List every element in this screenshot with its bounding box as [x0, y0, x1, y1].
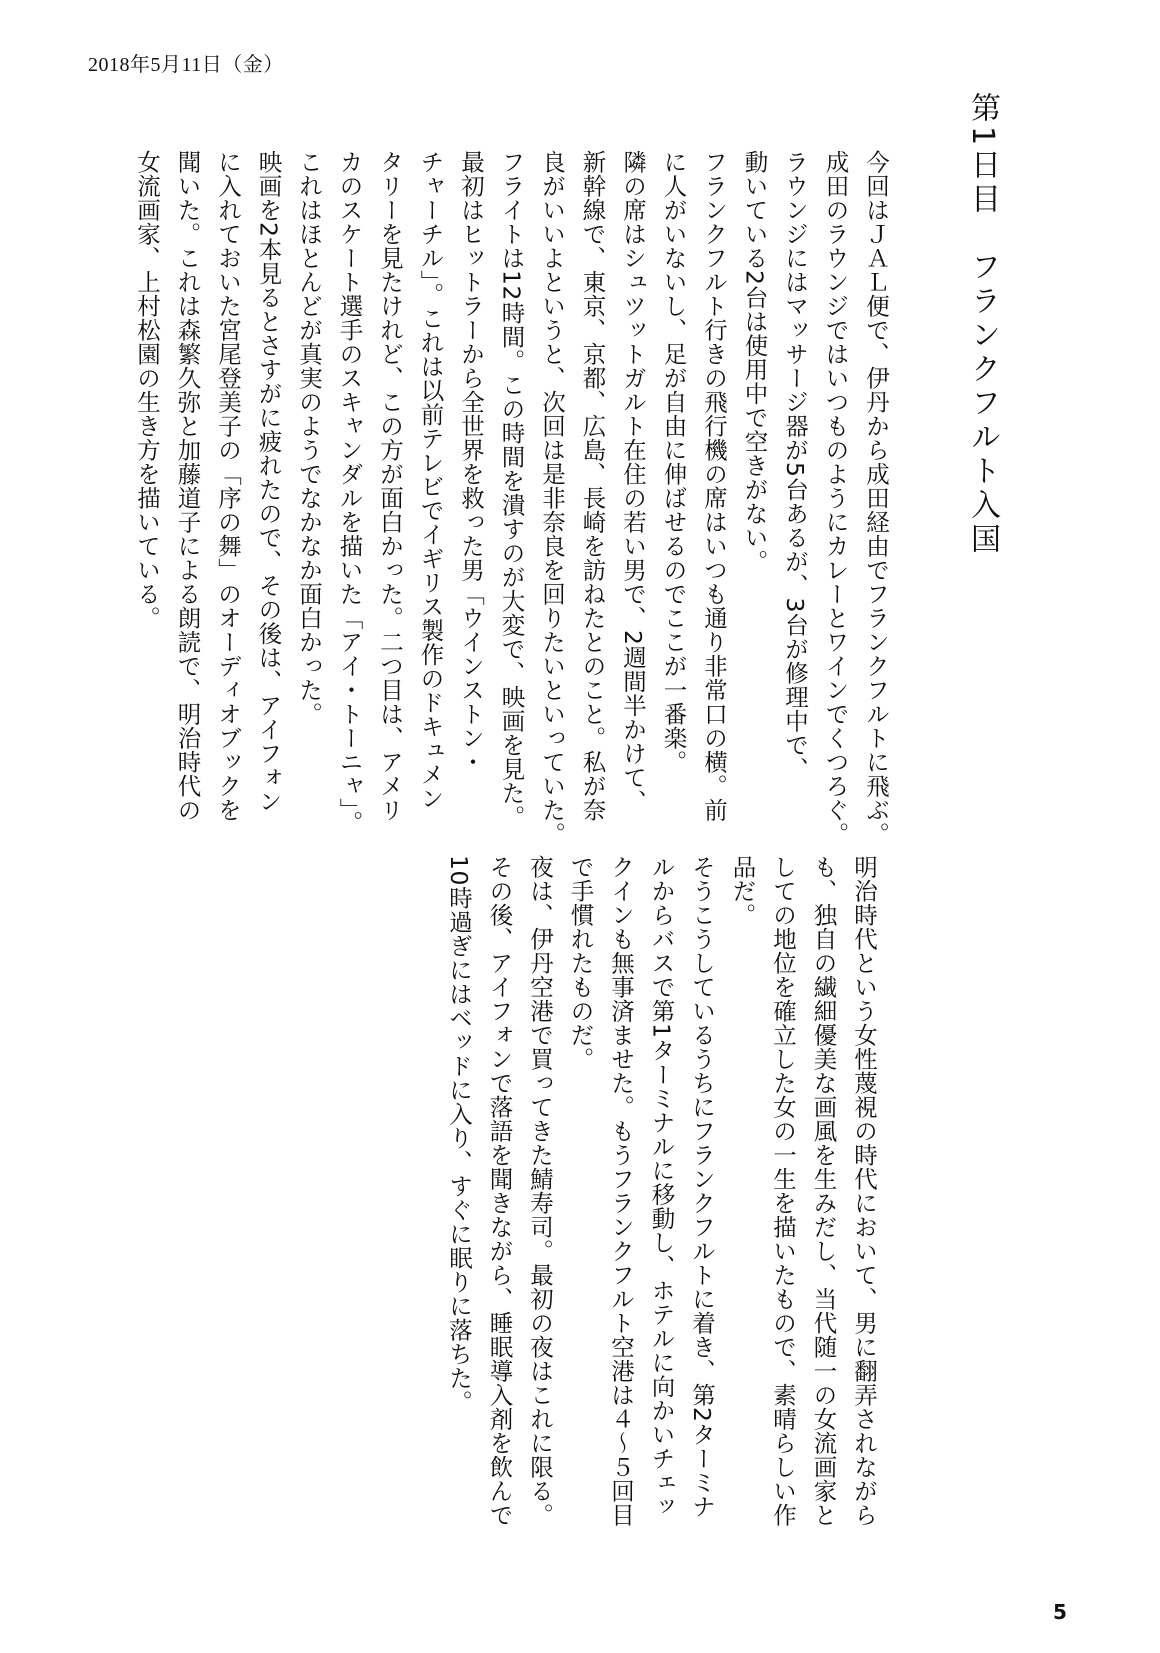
text-line: 女流画家、上村松園の生き方を描いている。: [133, 150, 161, 630]
page-number: 5: [1053, 1600, 1067, 1624]
text-line: 新幹線で、東京、京都、広島、長崎を訪ねたとのこと。私が奈: [578, 150, 607, 822]
text-line: しての地位を確立した女の一生を描いたもので、素晴らしい作: [769, 855, 797, 1527]
text-line: 成田のラウンジではいつものようにカレーとワインでくつろぐ。: [821, 150, 850, 846]
text-line: 10時過ぎにはベッドに入り、すぐに眠りに落ちた。: [445, 855, 473, 1414]
text-line: チャーチル」。これは以前テレビでイギリス製作のドキュメン: [416, 150, 445, 811]
text-line: 明治時代という女性蔑視の時代において、男に翻弄されながら: [850, 855, 878, 1527]
text-line: 聞いた。これは森繁久弥と加藤道子による朗読で、明治時代の: [173, 150, 202, 822]
text-line: その後、アイフォンで落語を聞きながら、睡眠導入剤を飲んで: [485, 855, 514, 1527]
text-line: ラウンジにはマッサージ器が5台あるが、3台が修理中で、: [781, 150, 809, 781]
text-line: も、独自の繊細優美な画風を生みだし、当代随一の女流画家と: [809, 855, 838, 1527]
text-line: に入れておいた宮尾登美子の「序の舞」のオーディオブックを: [214, 150, 242, 822]
text-line: これはほとんどが真実のようでなかなか面白かった。: [295, 150, 323, 726]
text-line: フライトは12時間。この時間を潰すのが大変で、映画を見た。: [497, 150, 526, 829]
text-line: で手慣れたものだ。: [566, 855, 595, 1071]
text-line: クインも無事済ませた。もうフランクフルト空港は４～５回目: [607, 855, 635, 1527]
text-line: 良がいいよというと、次回は是非奈良を回りたいといっていた。: [538, 150, 566, 846]
text-line: カのスケート選手のスキャンダルを描いた「アイ・トーニャ」。: [335, 150, 364, 835]
text-line: 映画を2本見るとさすがに疲れたので、その後は、アイフォン: [254, 150, 283, 814]
text-line: 品だ。: [728, 855, 757, 927]
text-column-upper: [96, 150, 896, 846]
text-line: フランクフルト行きの飛行機の席はいつも通り非常口の横。前: [700, 150, 728, 822]
page-date: 2018年5月11日（金）: [88, 54, 284, 76]
text-line: に人がいないし、足が自由に伸ばせるのでここが一番楽。: [659, 150, 688, 774]
text-column-lower: [445, 855, 884, 1527]
text-line: 隣の席はシュツットガルト在住の若い男で、2週間半かけて、: [619, 150, 647, 814]
text-line: 動いている2台は使用中で空きがない。: [740, 150, 769, 574]
text-line: ルからバスで第1ターミナルに移動し、ホテルに向かいチェッ: [647, 855, 676, 1519]
text-line: 夜は、伊丹空港で買ってきた鯖寿司。最初の夜はこれに限る。: [526, 855, 554, 1527]
text-line: タリーを見たけれど、この方が面白かった。二つ目は、アメリ: [376, 150, 404, 822]
text-line: そうこうしているうちにフランクフルトに着き、第2ターミナ: [688, 855, 716, 1519]
text-line: 最初はヒットラーから全世界を救った男「ウインストン・: [457, 150, 485, 774]
text-line: 今回はＪＡＬ便で、伊丹から成田経由でフランクフルトに飛ぶ。: [862, 150, 890, 846]
chapter-title: 第1日目 フランクフルト入国: [965, 92, 1000, 558]
